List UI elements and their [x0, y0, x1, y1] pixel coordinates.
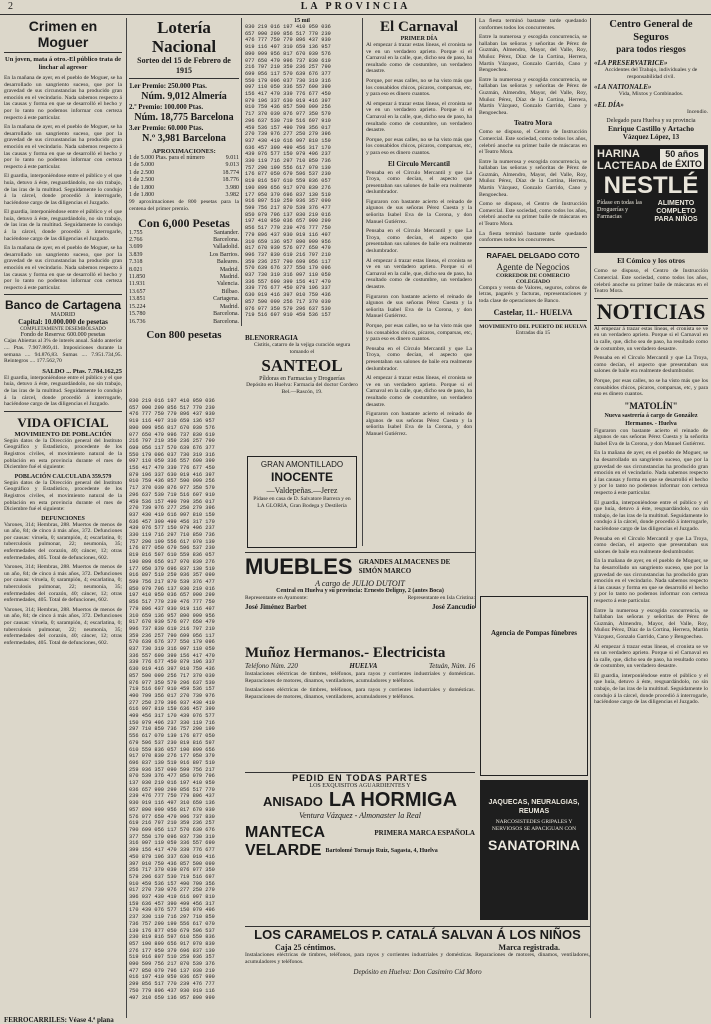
caramelos-title: LOS CARAMELOS P. CATALÁ SALVAN Á LOS NIÑOS — [245, 926, 590, 943]
grid-header: 15 mil — [294, 18, 310, 24]
list-item-key: 1 de 2.500 — [129, 169, 155, 176]
muebles-cargo: A cargo de JULIO DUTOIT — [315, 579, 405, 588]
list-item-value: Bilbao. — [221, 288, 239, 295]
grandes-almacenes: GRANDES ALMACENES DE SIMÓN MARCO — [358, 558, 451, 575]
list-item-value: Baleares. — [216, 259, 239, 266]
list-item-value: Barcelona. — [213, 237, 239, 244]
list-item — [129, 237, 239, 244]
prize-1: 1.er Premio: 250.000 Ptas. — [129, 82, 207, 90]
article-paragraph: Al empezar á trazar estas líneas, el cronista se ve en un verdadero aprieto. Porque si el Carnaval en la calle, que, dicho sea de paso, ha resultado como de costumbre, un verdadero desastre. — [366, 375, 472, 408]
caramelos-ad — [245, 926, 590, 1022]
munoz-body: Instalaciones eléctricas de timbres, teléfonos, para rayos y corrientes industriales y domésticas. Reparaciones de motores, dinamos, ventiladores, acumuladores y teléfonos. — [245, 687, 475, 700]
list-item-value: Cartagena. — [213, 296, 239, 303]
article-paragraph: Entre la numerosa y escogida concurrencia, se hallaban las señoras y señoritas de Pérez de Guzmán, Almendro, Mayor, del Valle, Roy, Muñoz Pérez, Díaz de la Cortina, Herrera, Martín Vázquez, Gonzalo Garrido, Cano y Bengoechea. — [479, 158, 587, 198]
defunciones-title: DEFUNCIONES — [41, 515, 85, 522]
list-item-key: 7.318 — [129, 259, 143, 266]
caja-price: Caja 25 céntimos. — [275, 943, 336, 952]
list-item-key: 1 de 2.500 — [129, 177, 155, 184]
loteria-subtitle: Sorteo del 15 de Febrero de 1915 — [129, 56, 239, 79]
defunciones-body: Varones, 314; Hembras, 288. Muertos de menos de un año, 84; de cinco á más años, 372. Defunciones por causas: viruela, 0; sarampión, 4; escarlatina, 0; tuberculosis pulmonar, 22; neumonía, 35; enfermedades del corazón, 40; cáncer, 12; otras enfermedades, 405. Total de defunciones, 602. — [4, 521, 122, 561]
article-paragraph: Pensaba en el Círculo Mercantil y que La Troya, como decían, el aspecto que presentaban sus salones de baile era realmente deslumbrador. — [366, 345, 472, 372]
munoz-huelva: HUELVA — [349, 662, 378, 670]
blenorragia-title: BLENORRAGIA — [245, 334, 298, 342]
nationale-sub: Vida, Mixtos y Combinados. — [618, 91, 684, 98]
article-paragraph: Figuraron con bastante acierto el reinado de algunos de sus señoras Pérez Cuesta y la señorita Isabel Eva de la Corona, y don Manuel Gutiérrez. — [594, 427, 708, 447]
rep-ayamonte-name: José Jiménez Barbet — [245, 603, 307, 611]
article-paragraph: Al empezar á trazar estas líneas, el cronista se ve en un verdadero aprieto. Porque si el Carnaval en la calle, que, dicho sea de paso, ha resultado como de costumbre, un verdadero desastre. — [366, 257, 472, 290]
carnaval-title: El Carnaval — [380, 19, 458, 35]
rep-isla-name: José Zancudío — [432, 603, 475, 611]
article-paragraph: En la mañana de ayer, en el pueblo de Moguer, se ha desarrollado un sangriento suceso, que por la gravedad de sus circunstancias ha producido gran emoción en el vecindario. Nada sabemos respecto á las causas y forma en que se desarrolló el hecho y por lo tanto no podemos informar con certeza respecto á este particular. — [594, 450, 708, 497]
article-paragraph: Porque, por esas calles, no se ha visto más que los consabidos chicos, pícaros, comparsas, etc, y para eso es dinero cuantos. — [366, 322, 472, 343]
column-divider — [590, 18, 591, 1018]
article-paragraph: Figuraron con bastante acierto el reinado de algunos de sus señoras Pérez Cuesta y la señorita Isabel Eva de la Corona, y don Manuel Gutiérrez. — [366, 198, 472, 225]
list-item-key: 16.736 — [129, 318, 146, 325]
munoz-body: Instalaciones eléctricas de timbres, teléfonos, para rayos y corrientes industriales y domésticas. Reparaciones de motores, dinamos, ventiladores, acumuladores y teléfonos. — [245, 671, 475, 684]
muebles-ad — [245, 552, 475, 642]
poblacion: POBLACIÓN CALCULADA 359.579 — [14, 473, 112, 480]
list-item — [129, 185, 239, 192]
list-item-value: 3.982 — [225, 192, 239, 199]
article-paragraph: Porque, por esas calles, no se ha visto más que los consabidos chicos, pícaros, comparsas, etc, y para eso es dinero cuantos. — [366, 136, 472, 156]
column-divider — [241, 18, 242, 326]
list-item-value: Madrid. — [219, 274, 239, 281]
article-paragraph: Figuraron con bastante acierto el reinado de algunos de sus señoras Pérez Cuesta y la señorita Isabel Eva de la Corona, y don Manuel Gutiérrez. — [366, 293, 472, 320]
primera-marca: PRIMERA MARCA ESPAÑOLA — [374, 829, 475, 837]
aprox-title: APROXIMACIONES: — [152, 148, 216, 155]
list-item — [129, 177, 239, 184]
article-paragraph: Figuraron con bastante acierto el reinado de algunos de sus señoras Pérez Cuesta y la señorita Isabel Eva de la Corona, y don Manuel Gutiérrez. — [366, 411, 472, 437]
list-item-key: 15.780 — [129, 311, 146, 318]
munoz-telefono: Teléfono Núm. 220 — [245, 662, 298, 670]
article-paragraph: El guardia, interponiéndose entre el público y el que huía, detuvo á éste, resguardándolo, no sin trabajo, de las iras de la multitud. Seguidamente lo condujo á la cárcel, donde procedió á interrogarle, haciéndose cargo de las diligencias el Juzgado. — [4, 173, 122, 206]
funeraria-ad — [480, 596, 588, 776]
article-paragraph: Según datos de la Dirección general del Instituto Geográfico y Estadístico, procedente de los Registros civiles, el movimiento natural de la población en esta provincia durante el mes de Diciembre fué el siguiente: — [4, 479, 122, 513]
defunciones-body: Varones, 314; Hembras, 288. Muertos de menos de un año, 84; de cinco á más años, 372. Defunciones por causas: viruela, 0; sarampión, 4; escarlatina, 0; tuberculosis pulmonar, 22; neumonía, 35; enfermedades del corazón, 40; cáncer, 12; otras enfermedades, 405. Total de defunciones, 602. — [4, 564, 122, 604]
noticias-title: NOTICIAS — [594, 298, 708, 326]
loteria-title: Lotería Nacional — [151, 18, 217, 56]
column-divider — [475, 18, 476, 608]
list-item — [129, 267, 239, 274]
article-paragraph: Como se dispuso, el Centro de Instrucción Comercial. Este sociedad, como todos los años, celebró anoche su primer baile de máscaras en el Teatro Mora. — [594, 268, 708, 295]
carnaval-sub: PRIMER DÍA — [400, 36, 438, 42]
ferrocarriles-footer: FERROCARRILES: Véase 4.ª plana — [4, 1016, 114, 1024]
list-item-key: 1 de 1.800 — [129, 184, 155, 191]
list-item — [129, 192, 239, 199]
article-paragraph: En la mañana de ayer, en el pueblo de Moguer, se ha desarrollado un sangriento suceso, que por la gravedad de sus circunstancias ha producido gran emoción en el vecindario. Nada sabemos respecto á las causas y forma en que se desarrolló el hecho y por lo tanto no podemos informar con certeza respecto á este particular. — [4, 245, 122, 291]
list-item-value: Santander. — [213, 229, 239, 236]
munoz-title: Muñoz Hermanos.- Electricista — [245, 645, 446, 661]
delegado-name: Enrique Castillo y Artacho — [607, 124, 695, 134]
munoz-tetuan: Tetuán, Núm. 16 — [428, 662, 475, 670]
bank-title: Banco de Cartagena — [4, 298, 122, 313]
article-paragraph: La fiesta terminó bastante tarde quedando conformes todos los concurrentes. — [479, 230, 587, 244]
delgado-sub: Agente de Negocios — [496, 261, 570, 272]
sanatorina-ad — [480, 780, 588, 920]
preservatrice-sub: Accidentes del Trabajo, individuales y de responsabilidad civil. — [604, 67, 698, 80]
santeol-deposit: Depósito en Huelva: Farmacia del doctor Cordero Bel.—Rascón, 19. — [246, 382, 358, 395]
prize-2-number: Núm. 18,775 Barcelona — [134, 112, 234, 123]
velarde: VELARDE — [245, 842, 322, 859]
page-number: 2 — [8, 1, 13, 12]
list-item-value: Barcelona. — [213, 318, 239, 325]
delegado: Delegado para Huelva y su provincia — [606, 118, 696, 125]
delegado-address: Vázquez López, 13 — [622, 133, 680, 142]
list-item-value: Valencia. — [216, 281, 239, 288]
article-paragraph: Entre la numerosa y escogida concurrencia, se hallaban las señoras y señoritas de Pérez de Guzmán, Almendro, Mayor, del Valle, Roy, Muñoz Pérez, Díaz de la Cortina, Herrera, Martín Vázquez, Gonzalo Garrido, Cano y Bengoechea. — [479, 76, 587, 116]
list-item — [129, 319, 239, 326]
nestle-brand: NESTLÉ — [603, 172, 699, 200]
amontillado-note: Pídase en casa de D. Salvatore Barrera y en LA GLORIA, Gran Bodega y Destilería — [253, 496, 351, 509]
sanatorina-brand: SANATORINA — [487, 837, 581, 853]
list-item-key: 1.755 — [129, 229, 143, 236]
list-item-key: 15.224 — [129, 303, 146, 310]
list-item-value: 18.774 — [222, 169, 239, 176]
list-item-value: Madrid. — [219, 266, 239, 273]
blenorragia-sub: Cistitis, catarro de la vejiga curación segura tomando el — [253, 342, 351, 355]
caramelos-deposito: Depósito en Huelva: Don Casimiro Cid Moro — [353, 968, 482, 977]
column-divider — [362, 18, 363, 546]
el-dia: «EL DÍA» — [594, 100, 624, 109]
article-paragraph: Pensaba en el Círculo Mercantil y que La Troya, como decían, el aspecto que presentaban sus salones de baile era realmente deslumbrador. — [594, 535, 708, 555]
amontillado-line3: —Valdepeñas.—Jerez — [266, 486, 338, 495]
muebles-central: Central en Huelva y su provincia: Ernesto Deligny, 2 (antes Boca) — [276, 588, 444, 594]
c6000-list — [129, 230, 239, 326]
list-item — [129, 162, 239, 169]
aprox-list — [129, 155, 239, 199]
article-paragraph: Como se dispuso, el Centro de Instrucción Comercial. Este sociedad, como todos los años, celebró anoche su primer baile de máscaras en el Teatro Mora. — [479, 201, 587, 228]
list-item-value: Barcelona. — [213, 311, 239, 318]
list-item-key: 1 de 5.000 Ptas. para el número — [129, 155, 205, 161]
list-item — [129, 252, 239, 259]
delgado-sub2: CORREDOR DE COMERCIO COLEGIADO — [496, 272, 570, 285]
amontillado-line1: GRAN AMONTILLADO — [260, 460, 344, 469]
subheadline: Un joven, mata á otro.-El público trata de linchar al agresor — [5, 56, 121, 71]
sanatorina-top: JAQUECAS, NEURALGIAS, REUMAS — [488, 799, 580, 815]
article-paragraph: El guardia, interponiéndose entre el público y el que huía, detuvo á éste, resguardándolo, no sin trabajo, de las iras de la multitud. Seguidamente lo condujo á la cárcel, donde procedió á interrogarle, haciéndose cargo de las diligencias el Juzgado. — [4, 209, 122, 242]
list-item — [129, 230, 239, 237]
santeol-ad — [245, 334, 359, 454]
movimiento-title: MOVIMIENTO DE POBLACIÓN — [14, 430, 112, 438]
list-item-key: 11.850 — [129, 274, 146, 281]
bank-capital: Capital: 10.000.000 de pesetas — [18, 318, 108, 327]
list-item — [129, 304, 239, 311]
movimiento-puerto: MOVIMIENTO DEL PUERTO DE HUELVA — [479, 323, 587, 330]
article-paragraph: Porque, por esas calles, no se ha visto más que los consabidos chicos, pícaros, comparsas, etc, y para eso es dinero cuantos. — [594, 377, 708, 398]
amontillado-brand: INOCENTE — [270, 470, 333, 484]
column-5 — [479, 18, 587, 588]
seguros-title: Centro General de Seguros — [609, 19, 693, 43]
mercantil-title: El Círculo Mercantil — [388, 159, 450, 168]
article-paragraph: Al empezar á trazar estas líneas, el cronista se ve en un verdadero aprieto. Porque si el Carnaval en la calle, que, dicho sea de paso, ha resultado como de costumbre, un verdadero desastre. — [594, 643, 708, 670]
list-item-value: Madrid. — [219, 303, 239, 310]
article-paragraph: El guardia, interponiéndose entre el público y el que huía, detuvo á éste, resguardándolo, no sin trabajo, de las iras de la multitud. Seguidamente lo condujo á la cárcel, donde procedió á interrogarle, haciéndose cargo de las diligencias el Juzgado. — [594, 672, 708, 706]
comico-title: El Cómico y los otros — [617, 256, 685, 266]
santeol-brand: SANTEOL — [261, 356, 343, 375]
prize-3: 3.er Premio: 60.000 Ptas. — [129, 124, 204, 132]
sanatorina-mid: NARCOSISTEDES GRIPALES Y NERVIOSOS SE APACIGUAN CON — [491, 819, 577, 832]
bank-city: MADRID — [50, 312, 76, 319]
defunciones-body: Varones, 314; Hembras, 288. Muertos de menos de un año, 84; de cinco á más años, 372. Defunciones por causas: viruela, 0; sarampión, 4; escarlatina, 0; tuberculosis pulmonar, 22; neumonía, 35; enfermedades del corazón, 40; cáncer, 12; otras enfermedades, 405. Total de defunciones, 602. — [4, 606, 122, 646]
list-item-value: Los Barrios. — [209, 251, 239, 258]
newspaper-name: LA PROVINCIA — [300, 1, 411, 12]
hormiga-ad — [245, 772, 475, 924]
ventura: Ventura Vázquez - Almonaster la Real — [299, 811, 421, 820]
rep-ayamonte: Representante en Ayamonte: — [245, 595, 308, 601]
article-paragraph: Al empezar á trazar estas líneas, el cronista se ve en un verdadero aprieto. Porque si el Carnaval en la calle, que, dicho sea de paso, ha resultado como de costumbre, un verdadero desastre. — [366, 100, 472, 134]
list-item-value: 9.011 — [225, 155, 239, 161]
bank-reserve: Fondo de Reserva: 600.000 pesetas — [20, 332, 106, 339]
aprox-note: 99 aproximaciones de 800 pesetas para la centena del primer premio. — [129, 199, 239, 213]
nestle-anos: 50 años de ÉXITO — [660, 149, 704, 169]
matolin-sub: Nueva sastrería á cargo de González Hermanos. - Huelva — [604, 412, 698, 427]
agencia-title: Agencia de Pompas fúnebres — [490, 629, 577, 637]
nestle-ad — [594, 145, 708, 253]
list-item-value: 18.776 — [222, 177, 239, 184]
article-paragraph: La fiesta terminó bastante tarde quedando conformes todos los concurrentes. — [479, 18, 587, 31]
marca-registrada: Marca registrada. — [498, 943, 560, 952]
matolin-title: "MATOLÍN" — [624, 400, 678, 411]
list-item-key: 13.851 — [129, 296, 146, 303]
bank-saldo: SALDO ... Ptas. 7.784.162,25 — [42, 367, 122, 375]
column-4 — [366, 18, 472, 528]
article-paragraph: En la mañana de ayer, en el pueblo de Moguer, se ha desarrollado un sangriento suceso, que por la gravedad de sus circunstancias ha producido gran emoción en el vecindario. Nada sabemos respecto á las causas y forma en que se desarrolló el hecho y por lo tanto no podemos informar con certeza respecto á este particular. — [4, 124, 122, 170]
lottery-grid-left — [129, 398, 241, 1008]
muebles-title: MUEBLES — [245, 554, 353, 579]
list-item-value: 3.980 — [225, 184, 239, 191]
velarde-sub: Bartolomé Tornajo Ruiz, Sagasta, 4, Huelva — [325, 848, 438, 854]
anisado: ANISADO — [262, 794, 323, 809]
list-item — [129, 281, 239, 288]
santeol-sub: Píldoras en Farmacias y Droguerías — [259, 376, 345, 382]
vida-oficial-title: VIDA OFICIAL — [17, 414, 109, 430]
delgado-title: RAFAEL DELGADO COTO — [486, 250, 580, 260]
article-paragraph: Porque, por esas calles, no se ha visto más que los consabidos chicos, pícaros, comparsas, etc, y para eso es dinero cuantos. — [366, 77, 472, 98]
list-item-key: 2.766 — [129, 237, 143, 244]
list-item — [129, 274, 239, 281]
article-paragraph: Al empezar á trazar estas líneas, el cronista se ve en un verdadero aprieto. Porque si el Carnaval en la calle, que, dicho sea de paso, ha resultado como de costumbre, un verdadero desastre. — [366, 42, 472, 75]
lottery-numbers: 030 219 016 197 410 959 036 657 990 299 856 517 770 239 476 777 750 779 896 437 930 919 116 497 310 659 136 957 890 999 956 817 670 939 576 077 650 479 996 737 830 619 216 797 210 359 236 257 790 699 056 117 570 639 676 377 550 179 096 037 730 319 316 097 110 059 336 557 690 399 156 417 470 339 776 677 450 879 196 337 630 019 416 397 010 759 436 857 590 099 256 717 370 039 876 977 350 579 296 637 530 719 516 697 910 459 536 157 490 799 356 017 270 739 976 277 250 279 396 937 430 419 616 997 810 159 636 457 390 499 456 317 170 439 076 577 150 979 496 237 330 119 716 297 710 859 736 757 290 199 556 617 070 139 176 877 050 679 596 537 230 819 816 597 610 559 836 057 190 899 656 917 970 839 276 177 950 379 696 837 130 519 916 897 510 259 936 357 090 599 756 217 870 539 376 477 850 079 796 137 030 219 016 197 410 959 036 657 990 299 856 517 770 239 476 777 750 779 896 437 930 919 116 497 310 659 136 957 890 999 956 817 670 939 576 077 650 479 996 737 830 619 216 797 210 359 236 257 790 699 056 117 570 639 676 377 550 179 096 037 730 319 316 097 110 059 336 557 690 399 156 417 470 339 776 677 450 879 196 337 630 019 416 397 010 759 436 857 590 099 256 717 370 039 876 977 350 579 296 637 530 719 516 697 910 459 536 157 — [245, 24, 331, 319]
article-paragraph: En la mañana de ayer, en el pueblo de Moguer, se ha desarrollado un sangriento suceso, que por la gravedad de sus circunstancias ha producido gran emoción en el vecindario. Nada sabemos respecto á las causas y forma en que se desarrolló el hecho y por lo tanto no podemos informar con certeza respecto á este particular. — [4, 75, 122, 121]
munoz-ad — [245, 644, 475, 744]
rep-isla: Representante en Isla Cristina: — [407, 595, 475, 601]
bank-body: Cajas Abiertas al 3% de interés anual. Saldo anterior .... Ptas. 7.907.869,41. Imposiciones durante la semana .... 94.876,83. Sumas .... 7.951.734,95. Reintegros .... 177.562,70 — [4, 338, 122, 365]
list-item-value: Valladolid. — [212, 244, 239, 251]
preservatrice: «LA PRESERVATRICE» — [594, 59, 668, 67]
article-paragraph: El guardia, interponiéndose entre el público y el que huía, detuvo á éste, resguardándolo, no sin trabajo, de las iras de la multitud. Seguidamente lo condujo á la cárcel, donde procedió á interrogarle, haciéndose cargo de las diligencias el Juzgado. — [4, 374, 122, 408]
article-paragraph: Como se dispuso, el Centro de Instrucción Comercial. Este sociedad, como todos los años, celebró anoche su primer baile de máscaras en el Teatro Mora. — [479, 129, 587, 156]
manteca: MANTECA — [245, 824, 325, 841]
list-item — [129, 170, 239, 177]
article-paragraph: El guardia, interponiéndose entre el público y el que huía, detuvo á éste, resguardándolo, no sin trabajo, de las iras de la multitud. Seguidamente lo condujo á la cárcel, donde procedió á interrogarle, haciéndose cargo de las diligencias el Juzgado. — [594, 499, 708, 532]
delgado-address: Castelar, 11.- HUELVA — [493, 307, 573, 317]
delgado-body: Compra y venta de Valores, seguros, cobros de letras, pagarés y facturas, representaciones y toda clase de operaciones de Banco. — [479, 284, 587, 304]
caramelos-body: Instalaciones eléctricas de timbres, teléfonos, para rayos y corrientes industriales y domésticas. Reparaciones de motores, dinamos, ventiladores, acumuladores y teléfonos. — [245, 952, 590, 965]
list-item-key: 1 de 1.800 — [129, 192, 155, 199]
teatro-title: Teatro Mora — [514, 119, 552, 128]
nestle-note: Pídase en todas las Droguerías y Farmacias — [597, 200, 643, 221]
entradas: Entradas día 15 — [515, 329, 551, 336]
amontillado-ad — [247, 456, 357, 548]
list-item — [129, 155, 239, 162]
list-item — [129, 259, 239, 266]
seguros-sub: para todos riesgos — [616, 44, 686, 54]
list-item-key: 1 de 5.000 — [129, 162, 155, 169]
la-hormiga: LA HORMIGA — [328, 789, 458, 811]
c6000-title: Con 6,000 Pesetas — [138, 215, 230, 230]
prize-3-number: N.º 3,981 Barcelona — [142, 133, 226, 144]
column-2 — [129, 18, 239, 398]
list-item — [129, 296, 239, 303]
article-paragraph: En la mañana de ayer, en el pueblo de Moguer, se ha desarrollado un sangriento suceso, que por la gravedad de sus circunstancias ha producido gran emoción en el vecindario. Nada sabemos respecto á las causas y forma en que se desarrolló el hecho y por lo tanto no podemos informar con certeza respecto á este particular. — [594, 558, 708, 604]
list-item — [129, 289, 239, 296]
bank-subtitle: COMPLETAMENTE DESEMBOLSADO — [20, 327, 106, 333]
list-item-key: 3.699 — [129, 244, 143, 251]
article-paragraph: Entre la numerosa y escogida concurrencia, se hallaban las señoras y señoritas de Pérez de Guzmán, Almendro, Mayor, del Valle, Roy, Muñoz Pérez, Díaz de la Cortina, Herrera, Martín Vázquez, Gonzalo Garrido, Cano y Bengoechea. — [594, 607, 708, 640]
prize-1-number: Núm. 9,012 Almería — [141, 91, 227, 102]
movimiento-body: Según datos de la Dirección general del Instituto Geográfico y Estadístico, procedente de los Registros civiles, el movimiento natural de la población en esta provincia durante el mes de Diciembre fué el siguiente: — [4, 437, 122, 471]
list-item-value: 9.013 — [225, 162, 239, 169]
el-dia-sub: Incendio. — [687, 108, 708, 115]
pedid-title: PEDID EN TODAS PARTES — [245, 772, 475, 783]
list-item-key: 8.021 — [129, 266, 143, 273]
nationale: «LA NATIONALE» — [594, 83, 652, 92]
column-divider — [126, 18, 127, 1018]
list-item-key: 13.657 — [129, 288, 146, 295]
nestle-harina: HARINA LACTEADA — [597, 148, 658, 173]
list-item — [129, 311, 239, 318]
column-6 — [594, 18, 708, 1024]
article-paragraph: Pensaba en el Círculo Mercantil y que La Troya, como decían, el aspecto que presentaban sus salones de baile era realmente deslumbrador. — [366, 169, 472, 196]
article-paragraph: Pensaba en el Círculo Mercantil y que La Troya, como decían, el aspecto que presentaban sus salones de baile era realmente deslumbrador. — [594, 355, 708, 375]
article-paragraph: Entre la numerosa y escogida concurrencia, se hallaban las señoras y señoritas de Pérez de Guzmán, Almendro, Mayor, del Valle, Roy, Muñoz Pérez, Díaz de la Cortina, Herrera, Martín Vázquez, Gonzalo Garrido, Cano y Bengoechea. — [479, 34, 587, 74]
headline: Crimen en Moguer — [4, 18, 122, 53]
aguardientes: LOS EXQUISITOS AGUARDIENTES Y — [309, 783, 411, 789]
article-paragraph: Pensaba en el Círculo Mercantil y que La Troya, como decían, el aspecto que presentaban sus salones de baile era realmente deslumbrador. — [366, 228, 472, 255]
c800-title: Con 800 pesetas — [146, 328, 222, 341]
prize-2: 2.º Premio: 100.000 Ptas. — [129, 103, 204, 111]
list-item — [129, 244, 239, 251]
lottery-grid-right — [245, 18, 359, 328]
list-item-key: 3.839 — [129, 251, 143, 258]
list-item-key: 11.931 — [129, 281, 146, 288]
masthead — [0, 0, 711, 15]
nestle-alimento: ALIMENTO COMPLETO PARA NIÑOS — [654, 200, 698, 224]
column-1 — [4, 18, 122, 1024]
article-paragraph: Al empezar á trazar estas líneas, el cronista se ve en un verdadero aprieto. Porque si el Carnaval en la calle, que, dicho sea de paso, ha resultado como de costumbre, un verdadero desastre. — [594, 325, 708, 352]
lottery-numbers: 030 219 016 197 410 959 036 657 990 299 856 517 770 239 476 777 750 779 896 437 930 919 116 497 310 659 136 957 890 999 956 817 670 939 576 077 650 479 996 737 830 619 216 797 210 359 236 257 790 699 056 117 570 639 676 377 550 179 096 037 730 319 316 097 110 059 336 557 690 399 156 417 470 339 776 677 450 879 196 337 630 019 416 397 010 759 436 857 590 099 256 717 370 039 876 977 350 579 296 637 530 719 516 697 910 459 536 157 490 799 356 017 270 739 976 277 250 279 396 937 430 419 616 997 810 159 636 457 390 499 456 317 170 439 076 577 150 979 496 237 330 119 716 297 710 859 736 757 290 199 556 617 070 139 176 877 050 679 596 537 230 819 816 597 610 559 836 057 190 899 656 917 970 839 276 177 950 379 696 837 130 519 916 897 510 259 936 357 090 599 756 217 870 539 376 477 850 079 796 137 030 219 016 197 410 959 036 657 990 299 856 517 770 239 476 777 750 779 896 437 930 919 116 497 310 659 136 957 890 999 956 817 670 939 576 077 650 479 996 737 830 619 216 797 210 359 236 257 790 699 056 117 570 639 676 377 550 179 096 037 730 319 316 097 110 059 336 557 690 399 156 417 470 339 776 677 450 879 196 337 630 019 416 397 010 759 436 857 590 099 256 717 370 039 876 977 350 579 296 637 530 719 516 697 910 459 536 157 490 799 356 017 270 739 976 277 250 279 396 937 430 419 616 997 810 159 636 457 390 499 456 317 170 439 076 577 150 979 496 237 330 119 716 297 710 859 736 757 290 199 556 617 070 139 176 877 050 679 596 537 230 819 816 597 610 559 836 057 190 899 656 917 970 839 276 177 950 379 696 837 130 519 916 897 510 259 936 357 090 599 756 217 870 539 376 477 850 079 796 137 030 219 016 197 410 959 036 657 990 299 856 517 770 239 476 777 750 779 896 437 930 919 116 497 310 659 136 957 890 999 956 817 670 939 576 077 650 479 996 737 830 619 216 797 210 359 236 257 790 699 056 117 570 639 676 377 550 179 096 037 730 319 316 097 110 059 336 557 690 399 156 417 470 339 776 677 450 879 196 337 630 019 416 397 010 759 436 857 590 099 256 717 370 039 876 977 350 579 296 637 530 719 516 697 910 459 536 157 490 799 356 017 270 739 976 277 250 279 396 937 430 419 616 997 810 159 636 457 390 499 456 317 170 439 076 577 150 979 496 237 330 119 716 297 710 859 736 757 290 199 556 617 070 139 176 877 050 679 596 537 230 819 816 597 610 559 836 057 190 899 656 917 970 839 276 177 950 379 696 837 130 519 916 897 510 259 936 357 090 599 756 217 870 539 376 477 850 079 796 137 030 219 016 197 410 959 036 657 990 299 856 517 770 239 476 777 750 779 896 437 930 919 116 497 310 659 136 957 890 999 — [129, 398, 215, 1001]
